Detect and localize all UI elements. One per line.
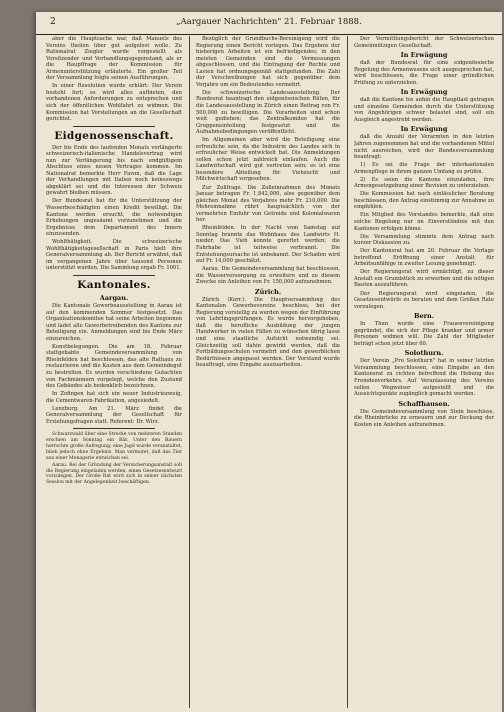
column-middle	[196, 36, 340, 708]
newspaper-title: „Aargauer Nachrichten" 21. Februar 1888.	[176, 17, 362, 27]
article-paragraph: Wohlthätigkeit. Die schweizerische Wohlthätigkeitsgesellschaft in Paris hielt ihre Generalversammlung ab. Der Bericht erwähnt, daß im vergangenen Jahre über tausend Personen unterstützt wurden. Die Sammlung ergab Fr. 1001.	[46, 239, 182, 272]
subheading-erwaegung: In Erwägung	[400, 88, 448, 97]
subheading-bern: Bern.	[413, 312, 435, 321]
column-rule	[347, 36, 348, 708]
subheading-solothurn: Solothurn.	[404, 349, 444, 358]
section-heading-kantonales: Kantonales.	[77, 279, 151, 291]
article-paragraph: Der Regierungsrat wird ermächtigt, zu dieser Anstalt ein Grundstück zu erwerben und die nötigen Bauten auszuführen.	[354, 269, 494, 289]
article-paragraph: Bezüglich der Grundbuchs-Bereinigung wird die Regierung einen Bericht vorlegen. Das Ergebnis der bisherigen Arbeiten ist ein befriedigendes; in den meisten Gemeinden sind die Vermessungen abgeschlossen, und die Eintragung der Rechte und Lasten hat ordnungsgemäß stattgefunden. Die Zahl der Verschreibungen hat sich gegenüber dem Vorjahre um ein Bedeutendes vermehrt.	[196, 36, 340, 88]
article-paragraph: Der Regierungsrat wird eingeladen, die Gesetzesentwürfe zu beraten und dem Großen Rate vorzulegen.	[354, 290, 494, 310]
article-paragraph: Die schweizerische Landesausstellung. Der Bundesrat beantragt den eidgenössischen Räten, für die Landesausstellung in Zürich einen Beitrag von Fr. 500,000 zu bewilligen. Die Vorarbeiten sind schon weit gediehen; das Zentralkomitee hat die Gruppeneinteilung festgesetzt und die Aufnahmebedingungen veröffentlicht.	[196, 89, 340, 136]
article-paragraph: Rheinfelden. In der Nacht vom Samstag auf Sonntag brannte das Wohnhaus des Landwirts H. nieder. Das Vieh konnte gerettet werden; die Fahrhabe ist teilweise verbrannt. Die Entstehungsursache ist unbekannt. Der Schaden wird auf Fr. 14,000 geschätzt.	[196, 225, 340, 265]
article-paragraph: Der Verein „Pro Solothurn" hat in seiner letzten Versammlung beschlossen, eine Eingabe an den Kantonsrat zu richten betreffend die Hebung des Fremdenverkehrs. Auf Veranlassung des Vereins sollen Wegweiser aufgestellt und die Aussichtspunkte zugänglich gemacht werden.	[354, 358, 494, 398]
article-paragraph: 1) Es sei die Frage der interkantonalen Armenpflege in ihrem ganzen Umfang zu prüfen.	[354, 162, 494, 175]
column-left	[46, 36, 182, 708]
article-paragraph: Der Kantonsrat hat am 20. Februar die Vorlage betreffend Eröffnung einer Anstalt für Arbeitsunfähige in zweiter Lesung genehmigt.	[354, 248, 494, 268]
article-paragraph: Schwarzwald über eine Strecke von mehreren Stunden erschien am Sonntag ein Bär. Unter den Bauern herrschte große Aufregung; eine Jagd wurde veranstaltet, blieb jedoch ohne Ergebnis. Man vermutet, daß das Tier aus einer Menagerie entwichen sei.	[46, 432, 182, 461]
article-paragraph: Die Gemeindeversammlung von Stein beschloss, die Rheinbrücke zu erneuern und zur Deckung der Kosten ein Anleihen aufzunehmen.	[354, 408, 494, 428]
section-divider	[73, 275, 155, 276]
article-paragraph: Lenzburg. Am 21. März findet die Generalversammlung der Gesellschaft für Erziehungsfragen statt. Referent: Dr. Wirz.	[46, 405, 182, 425]
section-divider	[73, 428, 155, 429]
subheading-zuerich: Zürich.	[254, 287, 282, 296]
article-paragraph: Der Bundesrat hat für die Unterstützung der Wasserbeschädigten einen Kredit bewilligt. Die Kantone werden ersucht, die notwendigen Erhebungen ungesäumt vorzunehmen und die Ergebnisse dem Departement des Innern einzusenden.	[46, 198, 182, 238]
subheading-erwaegung: In Erwägung	[400, 51, 448, 60]
article-paragraph: Der Vermittlungsbericht der Schweizerischen Gemeinnützigen Gesellschaft.	[354, 36, 494, 49]
page-header	[36, 12, 502, 35]
article-paragraph: Ein Mitglied des Vorstandes bemerkte, daß eine solche Regelung nur im Einverständnis mit den Kantonen erfolgen könne.	[354, 212, 494, 232]
article-paragraph: aber die Hauptsache war, daß Manuels des Vereins theilen über gut aufgelost wolle. Zu Rationalrat Ziegler wurde vorgestellt als Vorsitzender und Verhandlungsgegenstand, als er die Hauptfrage der Kommission für Armenunterstützung erläuterte. Ein großer Teil der Versammlung folgte seinen Ausführungen.	[46, 36, 182, 82]
article-paragraph: Zur Zollfrage. Die Zolleinnahmen des Monats Januar betragen Fr. 1,842,000, also gegenüber dem gleichen Monat des Vorjahres mehr Fr. 210,000. Die Mehreinnahme rührt hauptsächlich von der vermehrten Einfuhr von Getreide und Kolonialwaren her.	[196, 184, 340, 224]
article-paragraph: Aarau. Bei der Gründung der Versicherungsanstalt soll die Regierung eingeladen werden, einen Gesetzesentwurf vorzulegen. Der Große Rat wird sich in seiner nächsten Session mit der Angelegenheit beschäftigen.	[46, 462, 182, 486]
article-paragraph: In Thun wurde eine Frauenvereinigung gegründet, die sich der Pflege kranker und armer Personen widmen will. Die Zahl der Mitglieder beträgt schon jetzt über 60.	[354, 321, 494, 347]
section-divider	[73, 126, 155, 127]
subheading-erwaegung: In Erwägung	[400, 125, 448, 134]
article-paragraph: Die Kantonale Gewerbeausstellung in Aarau ist auf den kommenden Sommer festgesetzt. Das Organisationskomitee hat seine Arbeiten begonnen und ladet alle Gewerbetreibenden des Kantons zur Beteiligung ein. Anmeldungen sind bis Ende März einzureichen.	[46, 303, 182, 342]
article-paragraph: Der bis Ende des laufenden Monats verlängerte schweizerisch-italienische Handelsvertrag wird nun zur Verlängerung bis nach endgültigem Abschluss eines neuen Vertrages kommen. Im Nationalrat bemerkte Herr Favon, daß die Lage der Verhandlungen mit Italien noch keineswegs abgeklärt sei und die Interessen der Schweiz gewahrt bleiben müssen.	[46, 144, 182, 197]
article-paragraph: Aarau. Die Gemeindeversammlung hat beschlossen, die Wasserversorgung zu erweitern und zu diesem Zwecke ein Anleihen von Fr. 150,000 aufzunehmen.	[196, 266, 340, 286]
subheading-schaffhausen: Schaffhausen.	[398, 399, 450, 408]
article-paragraph: In Zofingen hat sich ein neuer Industriezweig, die Cementwaren-Fabrikation, angesiedelt.	[46, 391, 182, 404]
article-paragraph: Im Allgemeinen aber wird die Beteiligung eine erfreuliche sein, da die Industrie des Landes sich in erfreulicher Weise entwickelt hat. Die Anmeldungen sollen schon jetzt zahlreich einlaufen. Auch die Landwirtschaft wird gut vertreten sein; es ist eine besondere Abteilung für Viehzucht und Milchwirtschaft vorgesehen.	[196, 137, 340, 183]
article-paragraph: Die Versammlung stimmte dem Antrag nach kurzer Diskussion zu.	[354, 233, 494, 247]
article-paragraph: Die Kommission hat nach einlässlicher Beratung beschlossen, den Antrag einstimmig zur Annahme zu empfehlen.	[354, 191, 494, 211]
article-paragraph: In einer Resolution wurde erklärt: Der Verein besteht fort; es wird alles aufbieten, den vorhandenen Anforderungen zu entsprechen und sich der öffentlichen Wohlfahrt zu widmen. Die Kommission hat Vorstellungen an die Gesellschaft gerichtet.	[46, 83, 182, 123]
column-rule	[189, 36, 190, 708]
section-heading-eidgenossenschaft: Eidgenossenschaft.	[54, 129, 174, 142]
article-paragraph: Kunstbelegungen. Die am 18. Februar stattgehabte Gemeindeversammlung von Rheinfelden hat beschlossen, das alte Rathaus zu restaurieren und die Kosten aus dem Gemeindegut zu bestreiten. Es wurden verschiedene Gutachten von Fachmännern vorgelegt, welche den Zustand des Gebäudes als bedenklich bezeichnen.	[46, 343, 182, 390]
article-paragraph: Zürich (Korr.). Die Hauptversammlung des Kantonalen Gewerbevereins beschloss, bei der Regierung vorstellig zu werden wegen der Einführung von Lehrlingsprüfungen. Es wurde hervorgehoben, daß die berufliche Ausbildung der jungen Handwerker in vielen Fällen zu wünschen übrig lasse und eine staatliche Aufsicht notwendig sei. Gleichzeitig soll dahin gewirkt werden, daß die Fortbildungsschulen vermehrt und den gewerblichen Bedürfnissen angepasst werden. Der Vorstand wurde beauftragt, eine Eingabe auszuarbeiten.	[196, 296, 340, 369]
page-number: 2	[50, 17, 56, 27]
column-right	[354, 36, 494, 708]
subheading-aargau: Aargau.	[99, 294, 129, 302]
article-paragraph: 2) Es seien die Kantone einzuladen, ihre Armengesetzgebung einer Revision zu unterziehen.	[354, 176, 494, 190]
article-paragraph: daß die Kantone bis anhin die Hauptlast getragen und einzelne Gemeinden durch die Unterstützung von Angehörigen schwer belastet sind, soll ein Ausgleich angestrebt werden.	[354, 97, 494, 123]
article-paragraph: daß die Anzahl der Verarmten in den letzten Jahren zugenommen hat und die vorhandenen Mittel nicht ausreichen, wird der Bundesversammlung beantragt:	[354, 134, 494, 161]
newspaper-page	[36, 12, 502, 712]
article-paragraph: daß der Bundesrat für eine eidgenössische Regelung des Armenwesens sich ausgesprochen hat, wird beschlossen, die Frage einer gründlichen Prüfung zu unterziehen.	[354, 60, 494, 86]
